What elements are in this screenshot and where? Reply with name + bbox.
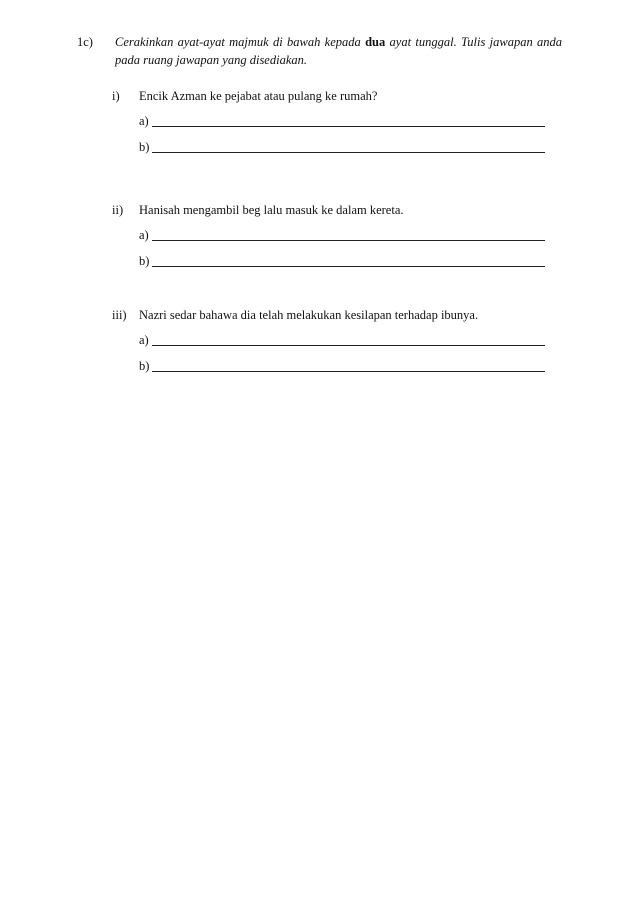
instruction-text-start: Cerakinkan ayat-ayat majmuk di bawah kepada: [115, 35, 366, 49]
instruction-bold-word: dua: [365, 35, 386, 49]
answer-label: a): [139, 228, 149, 242]
question-number: 1c): [77, 35, 93, 49]
compound-sentence: Encik Azman ke pejabat atau pulang ke rumah?: [139, 89, 378, 103]
answer-label: b): [139, 359, 150, 373]
compound-sentence: Nazri sedar bahawa dia telah melakukan kesilapan terhadap ibunya.: [139, 308, 479, 322]
answer-row-b: [139, 357, 562, 375]
answer-label: b): [139, 140, 150, 154]
sub-question-row: [112, 306, 562, 324]
answer-line-field[interactable]: [152, 126, 545, 127]
answer-line-field[interactable]: [152, 371, 545, 372]
sub-question-iii: [112, 306, 562, 375]
sub-question-number: iii): [112, 308, 127, 322]
answer-line-field[interactable]: [152, 152, 545, 153]
instruction-text-end: ayat tunggal. Tulis jawapan anda pada ruang jawapan yang disediakan.: [115, 35, 562, 67]
answer-line-field[interactable]: [152, 266, 545, 267]
answer-line-field[interactable]: [152, 240, 545, 241]
answer-row-a: [139, 331, 562, 349]
answer-row-b: [139, 252, 562, 270]
sub-question-row: [112, 87, 562, 105]
answer-label: b): [139, 254, 150, 268]
compound-sentence: Hanisah mengambil beg lalu masuk ke dalam kereta.: [139, 203, 404, 217]
answer-row-a: [139, 226, 562, 244]
answer-row-a: [139, 112, 562, 130]
sub-question-number: ii): [112, 203, 124, 217]
sub-question-row: [112, 201, 562, 219]
answer-row-b: [139, 138, 562, 156]
answer-line-field[interactable]: [152, 345, 545, 346]
answer-label: a): [139, 114, 149, 128]
answer-label: a): [139, 333, 149, 347]
sub-question-number: i): [112, 89, 120, 103]
sub-question-ii: [112, 201, 562, 270]
question-instruction: [115, 33, 562, 69]
sub-question-i: [112, 87, 562, 156]
